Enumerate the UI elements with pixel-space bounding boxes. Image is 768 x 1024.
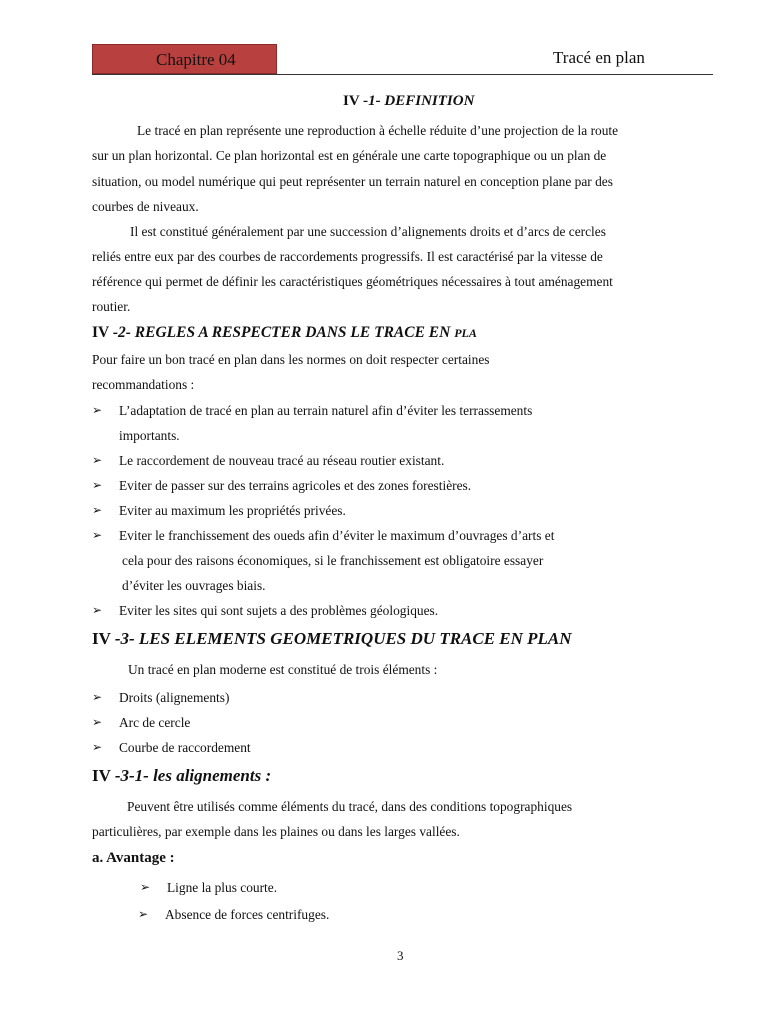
list-item: Eviter le franchissement des oueds afin d’éviter le maximum d’ouvrages d’arts et (119, 528, 555, 543)
bullet-arrow-icon: ➢ (140, 880, 151, 894)
list-item: Arc de cercle (119, 715, 191, 730)
paragraph-line: Pour faire un bon tracé en plan dans les normes on doit respecter certaines (92, 352, 490, 367)
list-item: L’adaptation de tracé en plan au terrain naturel afin d’éviter les terrassements (119, 403, 533, 418)
list-item: Eviter les sites qui sont sujets a des problèmes géologiques. (119, 603, 439, 618)
chapter-label: Chapitre 04 (92, 44, 277, 74)
list-item: Ligne la plus courte. (167, 880, 278, 895)
list-item: Eviter au maximum les propriétés privées. (119, 503, 346, 518)
list-item: d’éviter les ouvrages biais. (122, 578, 266, 593)
list-item: importants. (119, 428, 180, 443)
paragraph-line: référence qui permet de définir les caractéristiques géométriques nécessaires à tout aménagement (92, 274, 613, 289)
subsection-heading: a. Avantage : (92, 850, 175, 866)
bullet-arrow-icon: ➢ (92, 478, 103, 492)
bullet-arrow-icon: ➢ (92, 503, 103, 517)
list-item: Droits (alignements) (119, 690, 230, 705)
paragraph-line: particulières, par exemple dans les plaines ou dans les larges vallées. (92, 824, 460, 839)
list-item: Courbe de raccordement (119, 740, 251, 755)
section-3-1-heading: IV -3-1- les alignements : (92, 766, 272, 785)
section-2-heading: IV -2- REGLES A RESPECTER DANS LE TRACE EN PLA (92, 324, 477, 341)
bullet-arrow-icon: ➢ (92, 715, 103, 729)
paragraph-line: routier. (92, 299, 131, 314)
paragraph-line: reliés entre eux par des courbes de raccordements progressifs. Il est caractérisé par la vitesse de (92, 249, 603, 264)
section-3-heading: IV -3- LES ELEMENTS GEOMETRIQUES DU TRACE EN PLAN (92, 629, 572, 648)
paragraph-line: courbes de niveaux. (92, 199, 199, 214)
bullet-arrow-icon: ➢ (92, 740, 103, 754)
bullet-arrow-icon: ➢ (92, 528, 103, 542)
paragraph-line: situation, ou model numérique qui peut représenter un terrain naturel en conception plane par des (92, 174, 613, 189)
list-item: Eviter de passer sur des terrains agricoles et des zones forestières. (119, 478, 472, 493)
list-item: Absence de forces centrifuges. (165, 907, 330, 922)
bullet-arrow-icon: ➢ (92, 403, 103, 417)
section-1-heading: IV -1- DEFINITION (343, 93, 475, 109)
paragraph-line: Peuvent être utilisés comme éléments du tracé, dans des conditions topographiques (127, 799, 573, 814)
bullet-arrow-icon: ➢ (138, 907, 149, 921)
bullet-arrow-icon: ➢ (92, 453, 103, 467)
paragraph-line: sur un plan horizontal. Ce plan horizontal est en générale une carte topographique ou un plan de (92, 148, 607, 163)
header-title: Tracé en plan (553, 48, 645, 67)
paragraph-line: Un tracé en plan moderne est constitué de trois éléments : (128, 662, 438, 677)
paragraph-line: recommandations : (92, 377, 195, 392)
header-rule (92, 74, 713, 75)
paragraph-line: Le tracé en plan représente une reproduction à échelle réduite d’une projection de la route (137, 123, 619, 138)
list-item: cela pour des raisons économiques, si le franchissement est obligatoire essayer (122, 553, 544, 568)
bullet-arrow-icon: ➢ (92, 690, 103, 704)
paragraph-line: Il est constitué généralement par une succession d’alignements droits et d’arcs de cercles (130, 224, 606, 239)
page-number: 3 (397, 948, 404, 963)
bullet-arrow-icon: ➢ (92, 603, 103, 617)
list-item: Le raccordement de nouveau tracé au réseau routier existant. (119, 453, 445, 468)
